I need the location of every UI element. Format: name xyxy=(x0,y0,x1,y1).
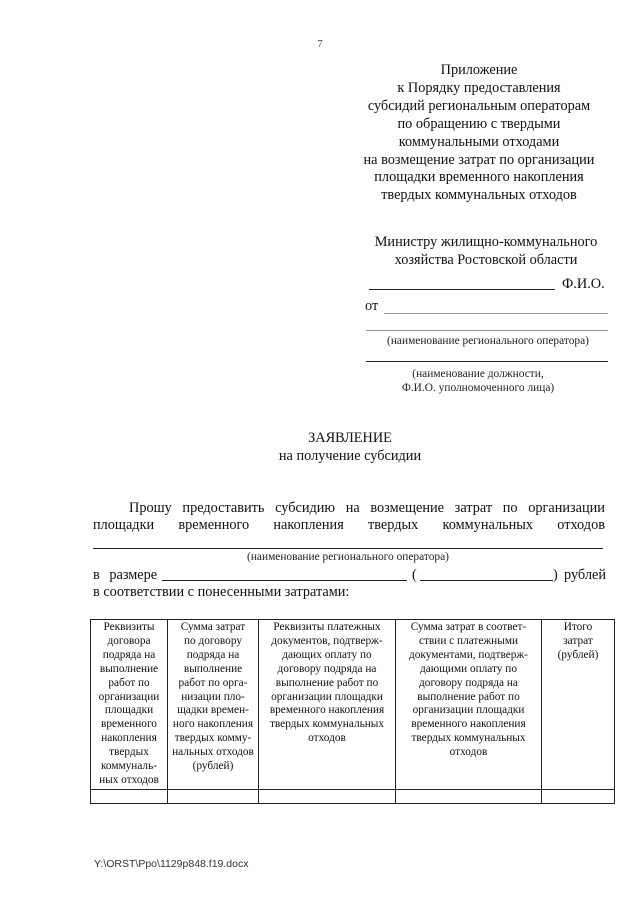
table-cell[interactable] xyxy=(91,789,168,803)
word: Прошу xyxy=(129,500,172,516)
table-row xyxy=(91,789,615,803)
position-caption xyxy=(346,367,610,395)
from-label: от xyxy=(365,298,379,314)
amount-suffix: рублей xyxy=(564,567,606,583)
position-caption-line: (наименование должности, xyxy=(412,368,544,380)
word: затрат xyxy=(454,500,493,516)
expenses-table xyxy=(90,619,615,804)
title-main: ЗАЯВЛЕНИЕ xyxy=(308,430,392,446)
fio-blank-line[interactable] xyxy=(369,289,555,290)
expenses-line: в соответствии с понесенными затратами: xyxy=(93,584,350,600)
table-cell[interactable] xyxy=(396,789,542,803)
header-total: Итого затрат (рублей) xyxy=(542,620,615,790)
amount-blank-line[interactable] xyxy=(162,580,407,581)
amount-prefix: в размере xyxy=(93,567,158,583)
ministry-line: хозяйства Ростовской области xyxy=(394,251,578,268)
word: на xyxy=(345,500,360,516)
word: организации xyxy=(528,500,605,516)
addressee-ministry xyxy=(355,234,617,270)
word: отходов xyxy=(557,517,605,533)
close-paren: ) xyxy=(553,567,558,583)
word: возмещение xyxy=(370,500,445,516)
table-cell[interactable] xyxy=(168,789,259,803)
operator-name-blank-line[interactable] xyxy=(93,548,603,549)
header-payment-sum: Сумма затрат в соответ- ствии с платежными документами, подтверж- дающими оплату по договору подряда на выполнение работ по организации площадки временного накопления твердых коммунальных отходов xyxy=(396,620,542,790)
from-blank-line[interactable] xyxy=(384,313,608,314)
ministry-line: Министру жилищно-коммунального xyxy=(374,234,598,250)
open-paren: ( xyxy=(412,567,417,583)
header-payment-docs: Реквизиты платежных документов, подтверж- дающих оплату по договору подряда на выполнение работ по организации площадки временного накопления твердых коммунальных отходов xyxy=(259,620,396,790)
word: площадки xyxy=(93,517,155,533)
table-cell[interactable] xyxy=(542,789,615,803)
paragraph-line-2 xyxy=(93,517,605,534)
appendix-line: Приложение xyxy=(440,62,518,78)
word: временного xyxy=(178,517,250,533)
position-caption-line: Ф.И.О. уполномоченного лица) xyxy=(401,382,555,394)
appendix-line: к Порядку предоставления xyxy=(397,79,561,96)
word: коммунальных xyxy=(442,517,534,533)
statement-title xyxy=(0,430,640,465)
table-header-row xyxy=(91,620,615,790)
word: по xyxy=(502,500,518,516)
appendix-line: коммунальными отходами xyxy=(398,133,560,150)
word: предоставить xyxy=(182,500,265,516)
paragraph-line-1 xyxy=(129,500,605,517)
amount-words-blank-line[interactable] xyxy=(420,580,553,581)
header-contract-details: Реквизиты договора подряда на выполнение работ по организации площадки временного накопления твердых коммуналь- ных отходов xyxy=(91,620,168,790)
operator-caption: (наименование регионального оператора) xyxy=(387,335,589,347)
appendix-line: твердых коммунальных отходов xyxy=(381,187,577,204)
word: твердых xyxy=(368,517,419,533)
operator-name-caption: (наименование регионального оператора) xyxy=(247,551,449,563)
fio-label: Ф.И.О. xyxy=(562,276,605,292)
appendix-line: на возмещение затрат по организации xyxy=(363,151,595,168)
title-sub: на получение субсидии xyxy=(278,447,422,464)
header-contract-sum: Сумма затрат по договору подряда на выполнение работ по орга- низации пло- щадки времен- ного накопления твердых комму- нальных отходов (рублей) xyxy=(168,620,259,790)
appendix-line: площадки временного накопления xyxy=(374,169,584,186)
position-blank-line[interactable] xyxy=(366,361,608,362)
appendix-line: субсидий региональным операторам xyxy=(367,97,591,114)
operator-blank-line[interactable] xyxy=(366,330,608,331)
appendix-line: по обращению с твердыми xyxy=(397,115,561,132)
appendix-heading xyxy=(350,62,608,205)
table-cell[interactable] xyxy=(259,789,396,803)
page-number: 7 xyxy=(317,38,323,50)
word: накопления xyxy=(273,517,344,533)
file-path-footer: Y:\ORST\Ppo\1129p848.f19.docx xyxy=(94,858,249,870)
word: субсидию xyxy=(275,500,336,516)
